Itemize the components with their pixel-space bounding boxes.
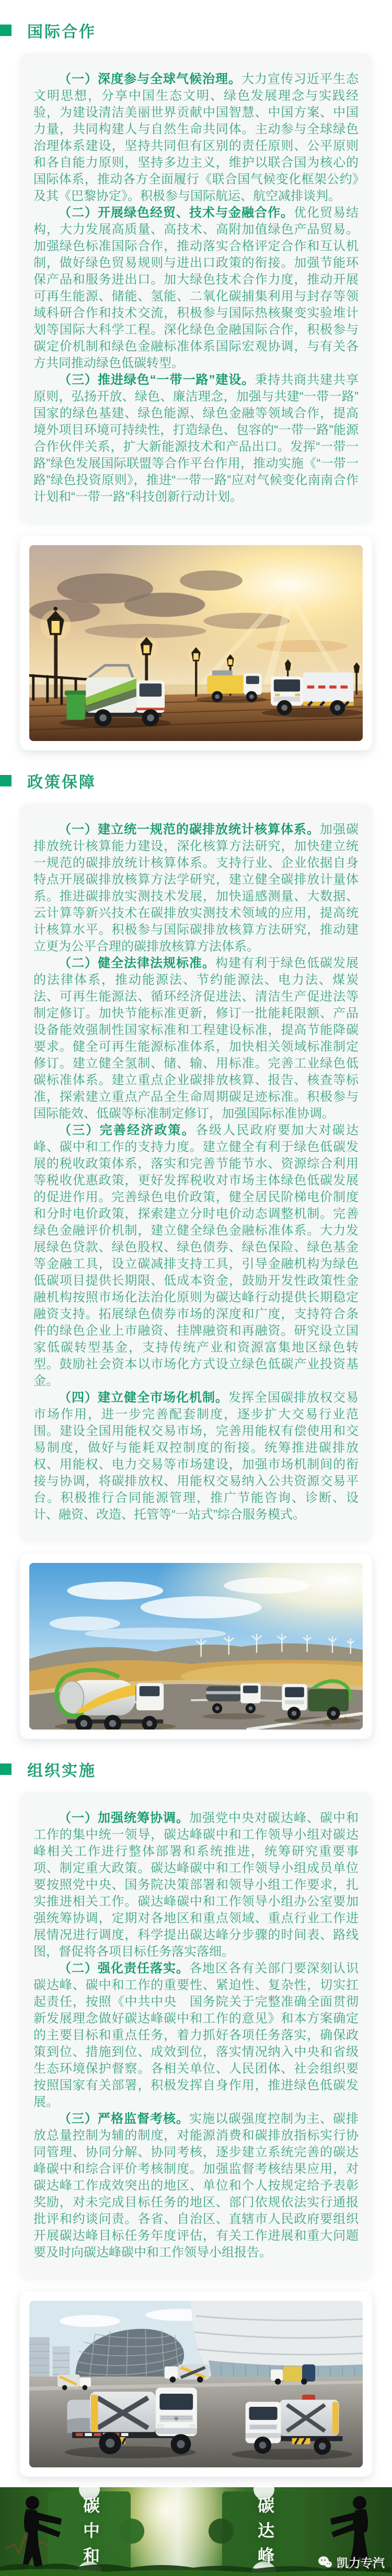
section-title: 国际合作 [27,23,96,41]
paragraph-text: 加强碳排放统计核算能力建设，深化核算方法研究，加快建立统一规范的碳排放统计核算体系。支持行业、企业依据自身特点开展碳排放核算方法学研究，建立健全碳排放计量体系。推进碳排放实测技术发展，加快遥感测量、大数据、云计算等新兴技术在碳排放实测技术领域的应用，提高统计核算水平。积极参与国际碳排放核算方法研究，推动建立更为公平合理的碳排放核算方法体系。 [33,822,359,954]
section-policy-support [0,769,392,1739]
section-bullet-square [0,775,11,786]
paragraph-lead: （三）推进绿色“一带一路”建设。 [59,373,255,387]
paragraph-text: 加强党中央对碳达峰、碳中和工作的集中统一领导，碳达峰碳中和工作领导小组对碳达峰相关工作进行整体部署和系统推进，统筹研究重要事项、制定重大政策。碳达峰碳中和工作领导小组成员单位要按照党中央、国务院决策部署和领导小组工作要求，扎实推进相关工作。碳达峰碳中和工作领导小组办公室要加强统筹协调，定期对各地区和重点领域、重点行业工作进展情况进行调度，科学提出碳达峰分步骤的时间表、路线图，督促将各项目标任务落实落细。 [33,1811,359,1959]
paragraph [33,372,359,505]
city-plaza-garbage-trucks-photo [29,2301,363,2467]
banner-label-carbon-neutrality: 碳中和 [81,2497,100,2572]
paragraph [33,955,359,1122]
paragraph [33,1810,359,1960]
text-card [20,1792,372,2279]
section-title: 政策保障 [27,774,96,792]
paragraph-lead: （一）建立统一规范的碳排放统计核算体系。 [59,822,320,837]
paragraph-text: 发挥全国碳排放权交易市场作用，进一步完善配套制度，逐步扩大交易行业范围。建设全国用能权交易市场，完善用能权有偿使用和交易制度，做好与能耗双控制度的衔接。统筹推进碳排放权、用能权、电力交易等市场建设，加强市场机制间的衔接与协调，将碳排放权、用能权交易纳入公共资源交易平台。积极推行合同能源管理，推广节能咨询、诊断、设计、融资、改造、托管等“一站式”综合服务模式。 [33,1391,359,1522]
paragraph-lead: （三）完善经济政策。 [59,1123,195,1138]
section-bullet-square [0,1763,11,1775]
paragraph-lead: （四）建立健全市场化机制。 [59,1391,228,1405]
section-organization-implementation [0,1758,392,2477]
photo-card [20,2291,372,2477]
section-header [0,769,392,792]
photo-card [20,1554,372,1739]
white-truck [262,673,363,717]
banner-label-carbon-peak: 碳达峰 [256,2497,274,2572]
watermark [318,2554,385,2571]
paragraph-lead: （一）加强统筹协调。 [59,1811,189,1826]
wechat-icon [318,2555,332,2570]
paragraph-text: 优化贸易结构，大力发展高质量、高技术、高附加值绿色产品贸易。加强绿色标准国际合作，推动落实合格评定合作和互认机制，做好绿色贸易规则与进出口政策的衔接。加强节能环保产品和服务进出口。加大绿色技术合作力度，推动开展可再生能源、储能、氢能、二氧化碳捕集利用与封存等领域科研合作和技术交流，积极参与国际热核聚变实验堆计划等国际大科学工程。深化绿色金融国际合作，积极参与碳定价机制和绿色金融标准体系国际宏观协调，与有关各方共同推动绿色低碳转型。 [33,206,359,370]
section-title: 组织实施 [27,1762,96,1780]
paragraph [33,1960,359,2111]
paragraph [33,821,359,955]
section-international-cooperation [0,19,392,750]
paragraph-text: 构建有利于绿色低碳发展的法律体系，推动能源法、节约能源法、电力法、煤炭法、可再生能源法、循环经济促进法、清洁生产促进法等制定修订。加快节能标准更新，修订一批能耗限额、产品设备能效强制性国家标准和工程建设标准，提高节能降碳要求。健全可再生能源标准体系，加快相关领域标准制定修订。建立健全氢制、储、输、用标准。完善工业绿色低碳标准体系。建立重点企业碳排放核算、报告、核查等标准，探索建立重点产品全生命周期碳足迹标准。积极参与国际能效、低碳等标准制定修订，加强国际标准协调。 [33,956,359,1121]
watermark-text: 凯力专汽 [337,2556,385,2570]
section-header [0,19,392,42]
paragraph [33,1390,359,1523]
paragraph-lead: （二）健全法律法规标准。 [59,956,215,971]
paragraph-lead: （一）深度参与全球气候治理。 [59,72,241,86]
paragraph-text: 各级人民政府要加大对碳达峰、碳中和工作的支持力度。建立健全有利于绿色低碳发展的税收政策体系，落实和完善节能节水、资源综合利用等税收优惠政策，更好发挥税收对市场主体绿色低碳发展的促进作用。完善绿色电价政策，健全居民阶梯电价制度和分时电价政策，探索建立分时电价动态调整机制。完善绿色金融评价机制，建立健全绿色金融标准体系。大力发展绿色贷款、绿色股权、绿色债券、绿色保险、绿色基金等金融工具，设立碳减排支持工具，引导金融机构为绿色低碳项目提供长期限、低成本资金，鼓励开发性政策性金融机构按照市场化法治化原则为碳达峰行动提供长期稳定融资支持。拓展绿色债券市场的深度和广度，支持符合条件的绿色企业上市融资、挂牌融资和再融资。研究设立国家低碳转型基金，支持传统产业和资源富集地区绿色转型。鼓励社会资本以市场化方式设立绿色低碳产业投资基金。 [33,1123,359,1389]
paragraph [33,2111,359,2261]
text-card [20,53,372,523]
text-card [20,804,372,1541]
paragraph-text: 各地区各有关部门要深刻认识碳达峰、碳中和工作的重要性、紧迫性、复杂性，切实扛起责任，按照《中共中央 国务院关于完整准确全面贯彻新发展理念做好碳达峰碳中和工作的意见》和本方案确定的主要目标和重点任务，着力抓好各项任务落实，确保政策到位、措施到位、成效到位，落实情况纳入中央和省级生态环境保护督察。各相关单位、人民团体、社会组织要按照国家有关部署，积极发挥自身作用，推进绿色低碳发展。 [33,1961,359,2110]
paragraph-text: 秉持共商共建共享原则，弘扬开放、绿色、廉洁理念，加强与共建“一带一路”国家的绿色基建、绿色能源、绿色金融等领域合作，提高境外项目环境可持续性，打造绿色、包容的“一带一路”能源合作伙伴关系，扩大新能源技术和产品出口。发挥“一带一路”绿色发展国际联盟等合作平台作用，推动实施《“一带一路”绿色投资原则》，推进“一带一路”应对气候变化南南合作计划和“一带一路”科技创新行动计划。 [33,373,359,504]
carbon-banner [0,2487,392,2576]
paragraph [33,1122,359,1390]
sunset-pier-trucks-photo [29,545,363,741]
paragraph-lead: （三）严格监督考核。 [59,2112,189,2126]
paragraph-lead: （二）强化责任落实。 [59,1961,189,1976]
section-header [0,1758,392,1781]
paragraph-text: 大力宣传习近平生态文明思想，分享中国生态文明、绿色发展理念与实践经验，为建设清洁美丽世界贡献中国智慧、中国方案、中国力量，共同构建人与自然生命共同体。主动参与全球绿色治理体系建设，坚持共同但有区别的责任原则、公平原则和各自能力原则，坚持多边主义，维护以联合国为核心的国际体系，推动各方全面履行《联合国气候变化框架公约》及其《巴黎协定》。积极参与国际航运、航空减排谈判。 [33,72,359,203]
paragraph [33,205,359,372]
grassland-windfarm-trucks-photo [29,1563,363,1730]
article [0,19,392,2477]
section-bullet-square [0,25,11,36]
curved-building-right [191,2301,363,2377]
paragraph [33,71,359,205]
paragraph-text: 实施以碳强度控制为主、碳排放总量控制为辅的制度，对能源消费和碳排放指标实行协同管理、协同分解、协同考核，逐步建立系统完善的碳达峰碳中和综合评价考核制度。加强监督考核结果应用，对碳达峰工作成效突出的地区、单位和个人按规定给予表彰奖励，对未完成目标任务的地区、部门依规依法实行通报批评和约谈问责。各省、自治区、直辖市人民政府要组织开展碳达峰目标任务年度评估，有关工作进展和重大问题要及时向碳达峰碳中和工作领导小组报告。 [33,2112,359,2260]
photo-card [20,536,372,750]
paragraph-lead: （二）开展绿色经贸、技术与金融合作。 [59,206,294,220]
